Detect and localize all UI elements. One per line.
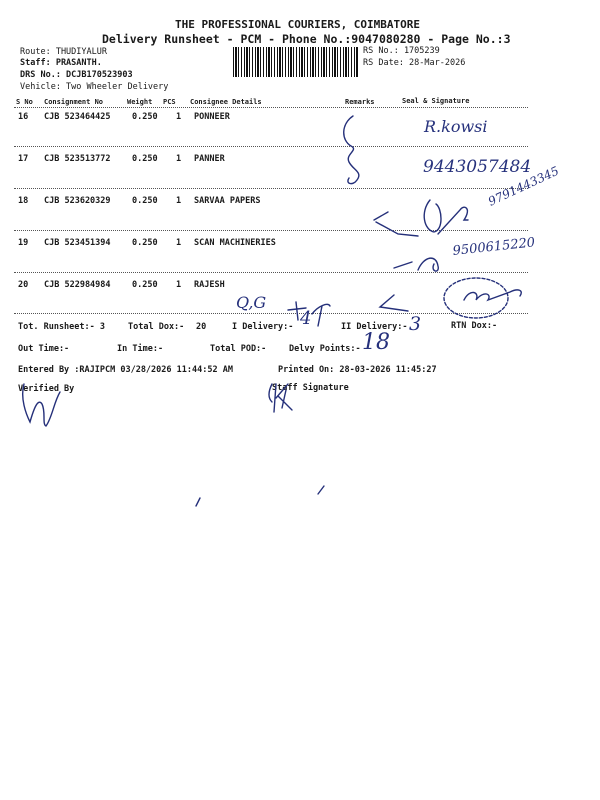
row-18-pcs: 1 xyxy=(176,196,182,206)
entered-by: Entered By :RAJIPCM 03/28/2026 11:44:52 AM xyxy=(18,365,233,375)
handwritten-check-mark xyxy=(376,291,412,315)
delvy-points-label: Delvy Points:- xyxy=(289,344,361,354)
row-17-weight: 0.250 xyxy=(132,154,158,164)
staff-signature-label: Staff Signature xyxy=(272,383,349,393)
signature-name-16: R.kowsi xyxy=(424,117,488,136)
row-18-consignee: SARVAA PAPERS xyxy=(194,196,261,206)
row-16-sno: 16 xyxy=(18,112,29,122)
staff-signature-mark xyxy=(262,378,302,418)
staff-text: Staff: PRASANTH. xyxy=(20,58,102,68)
vehicle-text: Vehicle: Two Wheeler Delivery xyxy=(20,82,169,92)
signature-phone-18: 9791443345 xyxy=(486,163,562,209)
row-19-sno: 19 xyxy=(18,238,29,248)
row-20-pcs: 1 xyxy=(176,280,182,290)
drs-number: DRS No.: DCJB170523903 xyxy=(20,70,133,80)
stray-mark xyxy=(316,484,328,496)
row-17-consignee: PANNER xyxy=(194,154,225,164)
row-20-consignment: CJB 522984984 xyxy=(44,280,111,290)
row-18-sno: 18 xyxy=(18,196,29,206)
row-16-consignment: CJB 523464425 xyxy=(44,112,111,122)
row-17-pcs: 1 xyxy=(176,154,182,164)
row-19-consignment: CJB 523451394 xyxy=(44,238,111,248)
i-delivery-value: 4 xyxy=(300,308,312,329)
row-18-consignment: CJB 523620329 xyxy=(44,196,111,206)
total-dox-value: 20 xyxy=(196,322,207,332)
i-delivery-label: I Delivery:- xyxy=(232,322,294,332)
rtn-dox: RTN Dox:- xyxy=(451,321,498,331)
col-consignee: Consignee Details xyxy=(190,98,262,106)
signature-phone-19: 9500615220 xyxy=(452,235,536,259)
row-16-weight: 0.250 xyxy=(132,112,158,122)
total-pod: Total POD:- xyxy=(210,344,267,354)
seal-stamp-20 xyxy=(440,274,532,324)
printed-on: Printed On: 28-03-2026 11:45:27 xyxy=(278,365,437,375)
row-18-weight: 0.250 xyxy=(132,196,158,206)
runsheet-title: Delivery Runsheet - PCM - Phone No.:9047080280 - Page No.:3 xyxy=(102,32,511,46)
row-16-pcs: 1 xyxy=(176,112,182,122)
row-20-weight: 0.250 xyxy=(132,280,158,290)
out-time: Out Time:- xyxy=(18,344,70,354)
handwritten-mark-qg: Q,G xyxy=(236,293,267,312)
verified-by: Verified By xyxy=(18,384,75,394)
ii-delivery-value: 3 xyxy=(409,313,422,335)
header-divider xyxy=(14,107,528,108)
col-consignment: Consignment No xyxy=(44,98,104,106)
col-remarks: Remarks xyxy=(345,98,375,106)
row-divider xyxy=(14,146,528,147)
row-17-consignment: CJB 523513772 xyxy=(44,154,111,164)
total-dox-label: Total Dox:- xyxy=(128,322,185,332)
row-19-weight: 0.250 xyxy=(132,238,158,248)
row-19-pcs: 1 xyxy=(176,238,182,248)
rs-number: RS No.: 1705239 xyxy=(363,46,440,56)
col-weight: Weight xyxy=(127,98,153,106)
col-seal-signature: Seal & Signature xyxy=(402,97,470,105)
company-name: THE PROFESSIONAL COURIERS, COIMBATORE xyxy=(175,18,421,31)
col-sno: S No xyxy=(16,98,33,106)
rs-date: RS Date: 28-Mar-2026 xyxy=(363,58,466,68)
delvy-points-value: 18 xyxy=(362,330,390,355)
ii-delivery-label: II Delivery:- xyxy=(341,322,408,332)
stray-mark xyxy=(194,496,204,508)
signature-scribble-19 xyxy=(390,246,460,276)
row-divider xyxy=(14,188,528,189)
col-pcs: PCS xyxy=(163,98,176,106)
row-19-consignee: SCAN MACHINERIES xyxy=(194,238,276,248)
barcode-image xyxy=(233,47,358,77)
row-16-consignee: PONNEER xyxy=(194,112,230,122)
signature-phone-17: 9443057484 xyxy=(423,157,532,177)
row-20-sno: 20 xyxy=(18,280,29,290)
row-17-sno: 17 xyxy=(18,154,29,164)
in-time: In Time:- xyxy=(117,344,164,354)
route-text: Route: THUDIYALUR xyxy=(20,47,107,57)
tot-runsheet: Tot. Runsheet:- 3 xyxy=(18,322,105,332)
row-20-consignee: RAJESH xyxy=(194,280,225,290)
remarks-bracket-mark xyxy=(335,110,375,190)
verifier-signature xyxy=(16,378,76,430)
